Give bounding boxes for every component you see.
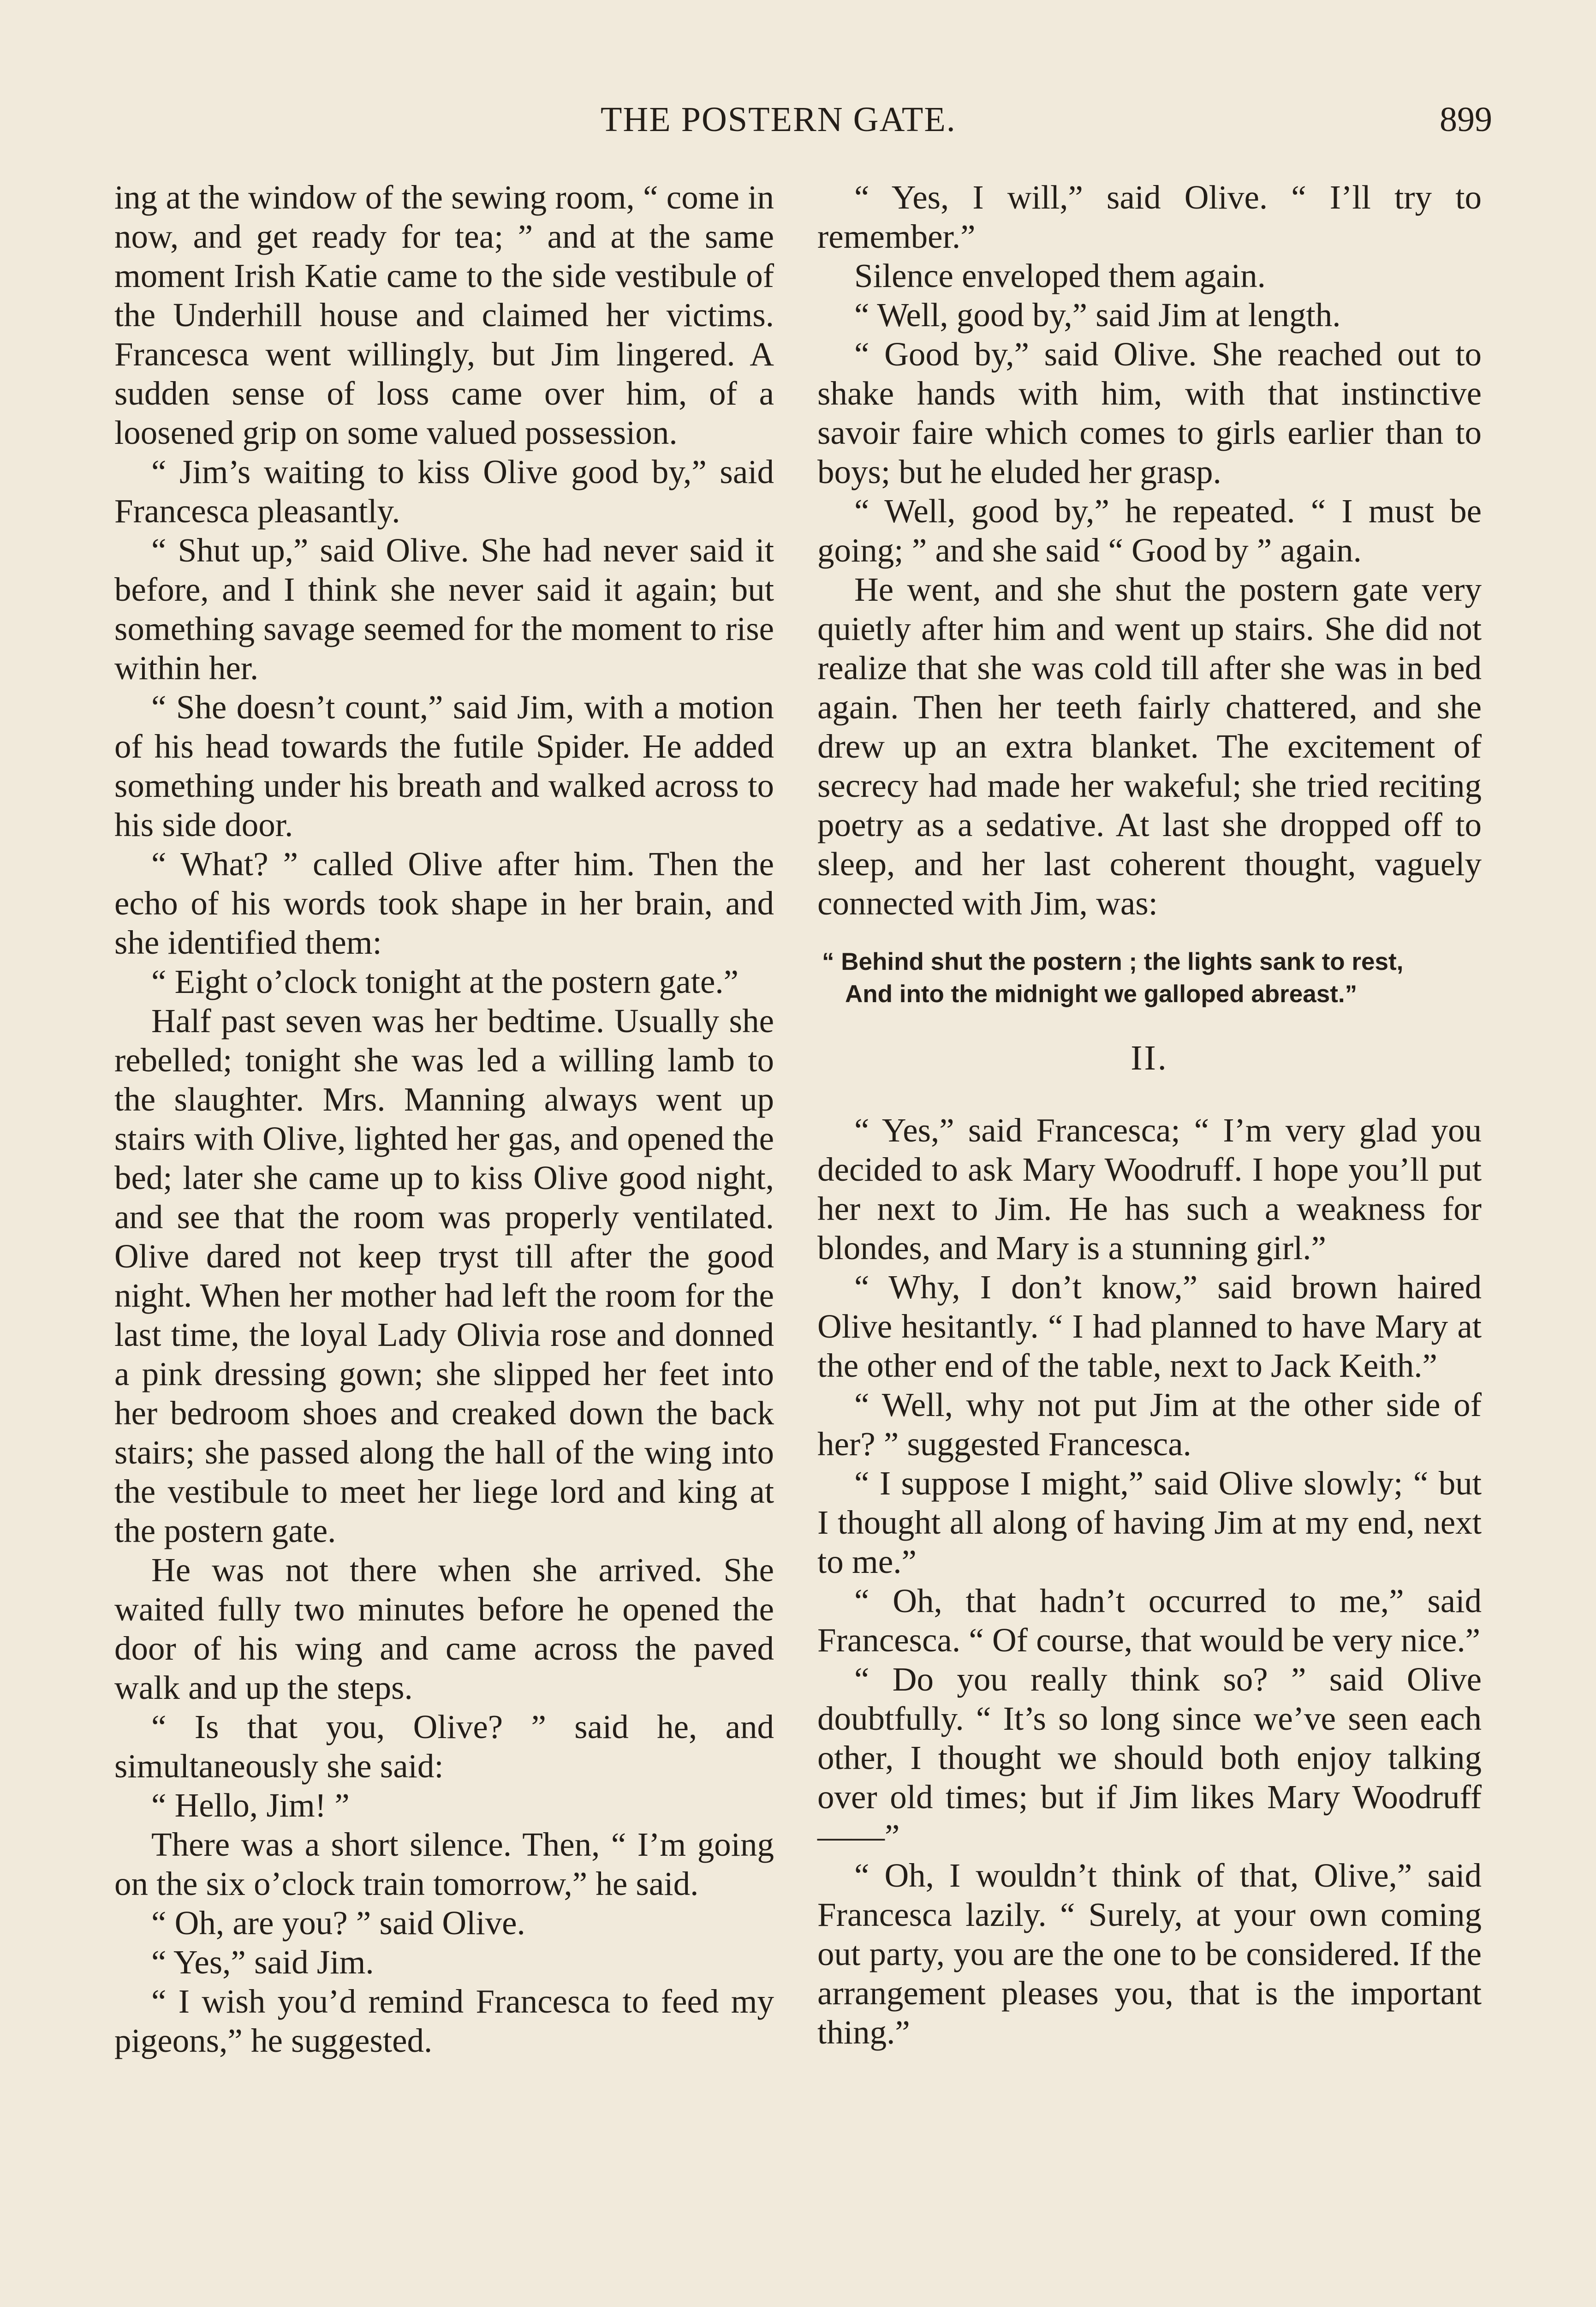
paragraph: Half past seven was her bedtime. Usually she rebelled; tonight she was led a willing lamb to the slaughter. Mrs. Manning always went up stairs with Olive, lighted her gas, and opened the bed; later she came up to kiss Olive good night, and see that the room was properly ventilated. Olive dared not keep tryst till after the good night. When her mother had left the room for the last time, the loyal Lady Olivia rose and donned a pink dressing gown; she slipped her feet into her bedroom shoes and creaked down the back stairs; she passed along the hall of the wing into the vestibule to meet her liege lord and king at the postern gate. (114, 1002, 774, 1549)
paragraph: “ Do you really think so? ” said Olive doubtfully. “ It’s so long since we’ve seen each other, I thought we should both enjoy talking over old times; but if Jim likes Mary Woodruff——” (817, 1661, 1482, 1855)
paragraph: He was not there when she arrived. She waited fully two minutes before he opened the door of his wing and came across the paved walk and up the steps. (114, 1551, 774, 1706)
page-header (115, 100, 1492, 146)
paragraph: “ She doesn’t count,” said Jim, with a motion of his head towards the futile Spider. He added something under his breath and walked across to his side door. (114, 688, 774, 843)
paragraph: “ I suppose I might,” said Olive slowly; “ but I thought all along of having Jim at my end, next to me.” (817, 1464, 1482, 1580)
page-number: 899 (1440, 100, 1492, 139)
paragraph: “ Is that you, Olive? ” said he, and simultaneously she said: (114, 1708, 774, 1785)
section-heading: II. (1131, 1039, 1168, 1077)
right-column-bottom (817, 1111, 1482, 2052)
running-title: THE POSTERN GATE. (601, 100, 956, 139)
paragraph: “ Yes,” said Jim. (151, 1943, 374, 1981)
left-column (114, 178, 774, 2060)
verse-line-1: “ Behind shut the postern ; the lights sank to rest, (822, 948, 1404, 975)
paragraph: “ I wish you’d remind Francesca to feed my pigeons,” he suggested. (114, 1983, 774, 2059)
right-column-top (817, 178, 1482, 923)
paragraph: “ Oh, that hadn’t occurred to me,” said Francesca. “ Of course, that would be very nice.” (817, 1582, 1482, 1659)
paragraph: “ Yes,” said Francesca; “ I’m very glad you decided to ask Mary Woodruff. I hope you’ll put her next to Jim. He has such a weakness for blondes, and Mary is a stunning girl.” (817, 1112, 1482, 1267)
paragraph: “ Jim’s waiting to kiss Olive good by,” said Francesca pleasantly. (114, 453, 774, 530)
paragraph: “ Oh, I wouldn’t think of that, Olive,” said Francesca lazily. “ Surely, at your own coming out party, you are the one to be considered. If the arrangement pleases you, that is the important thing.” (817, 1857, 1482, 2051)
right-column (817, 178, 1482, 2052)
paragraph: “ Eight o’clock tonight at the postern gate.” (151, 963, 739, 1000)
verse-line-2: And into the midnight we galloped abreast.” (845, 980, 1358, 1008)
paragraph: “ Why, I don’t know,” said brown haired Olive hesitantly. “ I had planned to have Mary at the other end of the table, next to Jack Keith.” (817, 1268, 1482, 1384)
paragraph: “ Shut up,” said Olive. She had never said it before, and I think she never said it again; but something savage seemed for the moment to rise within her. (114, 532, 774, 687)
paragraph: “ Hello, Jim! ” (151, 1787, 350, 1824)
paragraph: There was a short silence. Then, “ I’m going on the six o’clock train tomorrow,” he said. (114, 1826, 774, 1902)
paragraph: Silence enveloped them again. (854, 257, 1266, 294)
paragraph: “ Oh, are you? ” said Olive. (151, 1904, 525, 1942)
paragraph: “ Well, good by,” said Jim at length. (854, 296, 1341, 334)
paragraph: “ Well, why not put Jim at the other side of her? ” suggested Francesca. (817, 1386, 1482, 1463)
paragraph: “ Good by,” said Olive. She reached out to shake hands with him, with that instinctive savoir faire which comes to girls earlier than to boys; but he eluded her grasp. (817, 335, 1482, 490)
paragraph: “ Well, good by,” he repeated. “ I must be going; ” and she said “ Good by ” again. (817, 492, 1482, 569)
verse-quote (822, 946, 1482, 1010)
paragraph: ing at the window of the sewing room, “ come in now, and get ready for tea; ” and at the same moment Irish Katie came to the side vestibule of the Underhill house and claimed her victims. Francesca went willingly, but Jim lingered. A sudden sense of loss came over him, of a loosened grip on some valued possession. (114, 179, 774, 451)
paragraph: He went, and she shut the postern gate very quietly after him and went up stairs. She did not realize that she was cold till after she was in bed again. Then her teeth fairly chattered, and she drew up an extra blanket. The excitement of secrecy had made her wakeful; she tried reciting poetry as a sedative. At last she dropped off to sleep, and her last coherent thought, vaguely connected with Jim, was: (817, 571, 1482, 922)
paragraph: “ What? ” called Olive after him. Then the echo of his words took shape in her brain, and she identified them: (114, 845, 774, 961)
paragraph: “ Yes, I will,” said Olive. “ I’ll try to remember.” (817, 179, 1482, 255)
